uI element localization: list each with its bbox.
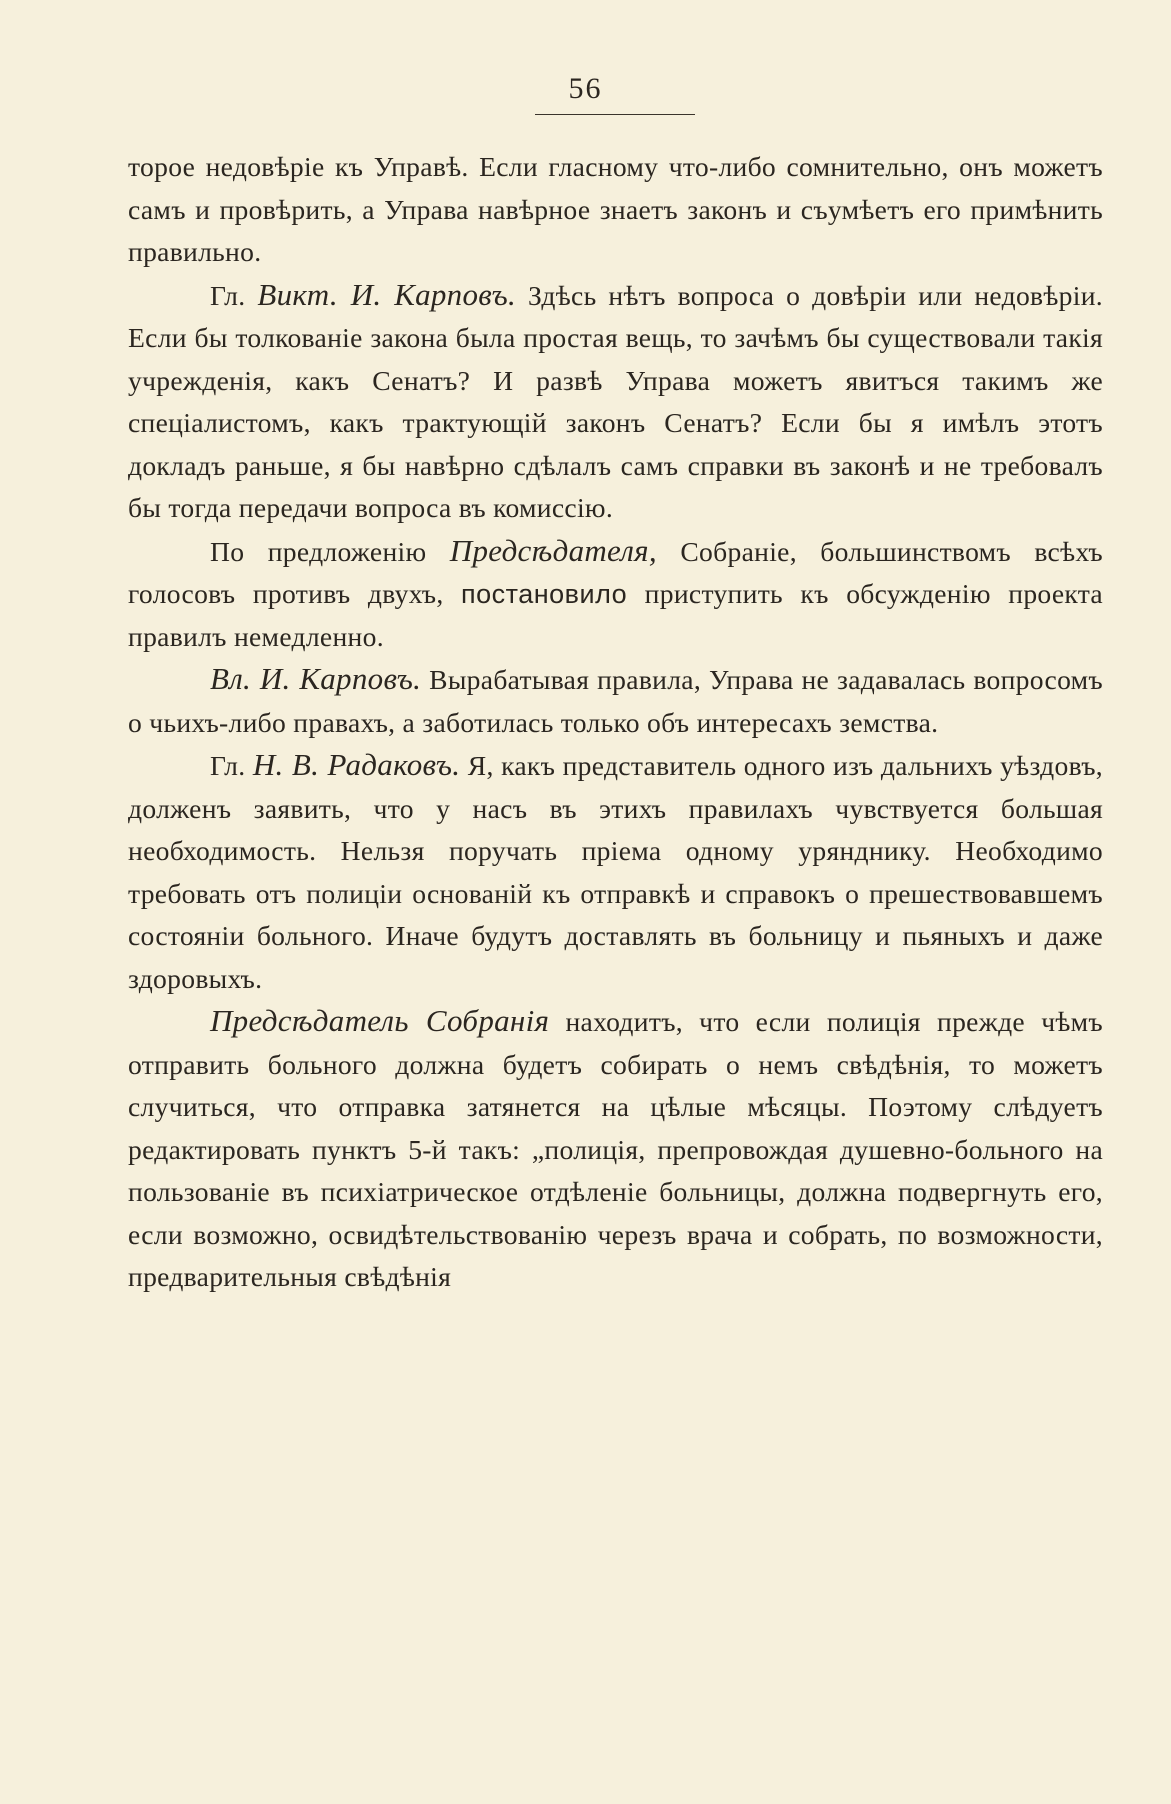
paragraph-resolution [128,530,1103,659]
speaker-title: Гл. [210,750,253,781]
paragraph-karpov-vikt [128,274,1103,530]
paragraph-text: находитъ, что если полиція прежде чѣмъ отправить больного должна будетъ собирать о немъ свѣдѣнія, то можетъ случиться, что отправка затянется на цѣлые мѣсяцы. Поэтому слѣдуетъ редактировать пунктъ 5-й такъ: „полиція, препровождая душевно-больного на пользованіе въ психіатрическое отдѣленіе больницы, должна подвергнуть его, если возможно, освидѣтельствованію черезъ врача и собрать, по возможности, предварительныя свѣдѣнія [128,1006,1103,1292]
speaker-name: Предсѣдателя, [449,532,657,568]
page-number: 56 [568,72,603,105]
paragraph-text: Вырабатывая правила, Управа не задавалась вопросомъ о чьихъ-либо правахъ, а заботилась только объ интересахъ земства. [128,664,1103,738]
paragraph-text: Собраніе, большинствомъ всѣхъ голосовъ противъ двухъ, [128,535,1103,609]
paragraph-text: Здѣсь нѣтъ вопроса о довѣріи или недовѣріи. Если бы толкованіе закона была простая вещь, то зачѣмъ бы существовали такія учрежденія, какъ Сенатъ? И развѣ Управа можетъ явитъся такимъ же спеціалистомъ, какъ трактующій законъ Сенатъ? Если бы я имѣлъ этотъ докладъ раньше, я бы навѣрно сдѣлалъ самъ справки въ законѣ и не требовалъ бы тогда передачи вопроса въ комиссію. [128,279,1103,523]
paragraph-text: Я, какъ представитель одного изъ дальнихъ уѣздовъ, долженъ заявить, что у насъ въ этихъ правилахъ чувствуется большая необходимость. Нельзя поручать пріема одному урянднику. Необходимо требовать отъ полиціи основаній къ отправкѣ и справокъ о прешествовавшемъ состояніи больного. Иначе будутъ доставлять въ больницу и пьяныхъ и даже здоровыхъ. [128,750,1103,994]
paragraph-text: По предложенію [210,535,450,567]
paragraph-radakov [128,744,1103,1000]
speaker-name: Вл. И. Карповъ. [210,661,422,696]
speaker-name: Н. В. Радаковъ. [252,747,461,782]
paragraph-text: приступить къ обсужденію проекта правилъ немедленно. [128,578,1103,652]
resolution-emphasis: постановило [461,579,628,609]
paragraph-chairman [128,1000,1103,1299]
header-rule [535,114,695,115]
paragraph-karpov-vl [128,658,1103,744]
page-body [128,146,1103,1299]
paragraph-continuation [128,146,1103,274]
paragraph-text: торое недовѣріе къ Управѣ. Если гласному что-либо сомнительно, онъ можетъ самъ и провѣрить, а Управа навѣрное знаетъ законъ и съумѣетъ его примѣнить правильно. [128,151,1103,267]
speaker-name: Викт. И. Карповъ. [257,276,517,312]
speaker-name: Предсѣдатель Собранія [210,1003,550,1038]
speaker-title: Гл. [210,279,258,311]
